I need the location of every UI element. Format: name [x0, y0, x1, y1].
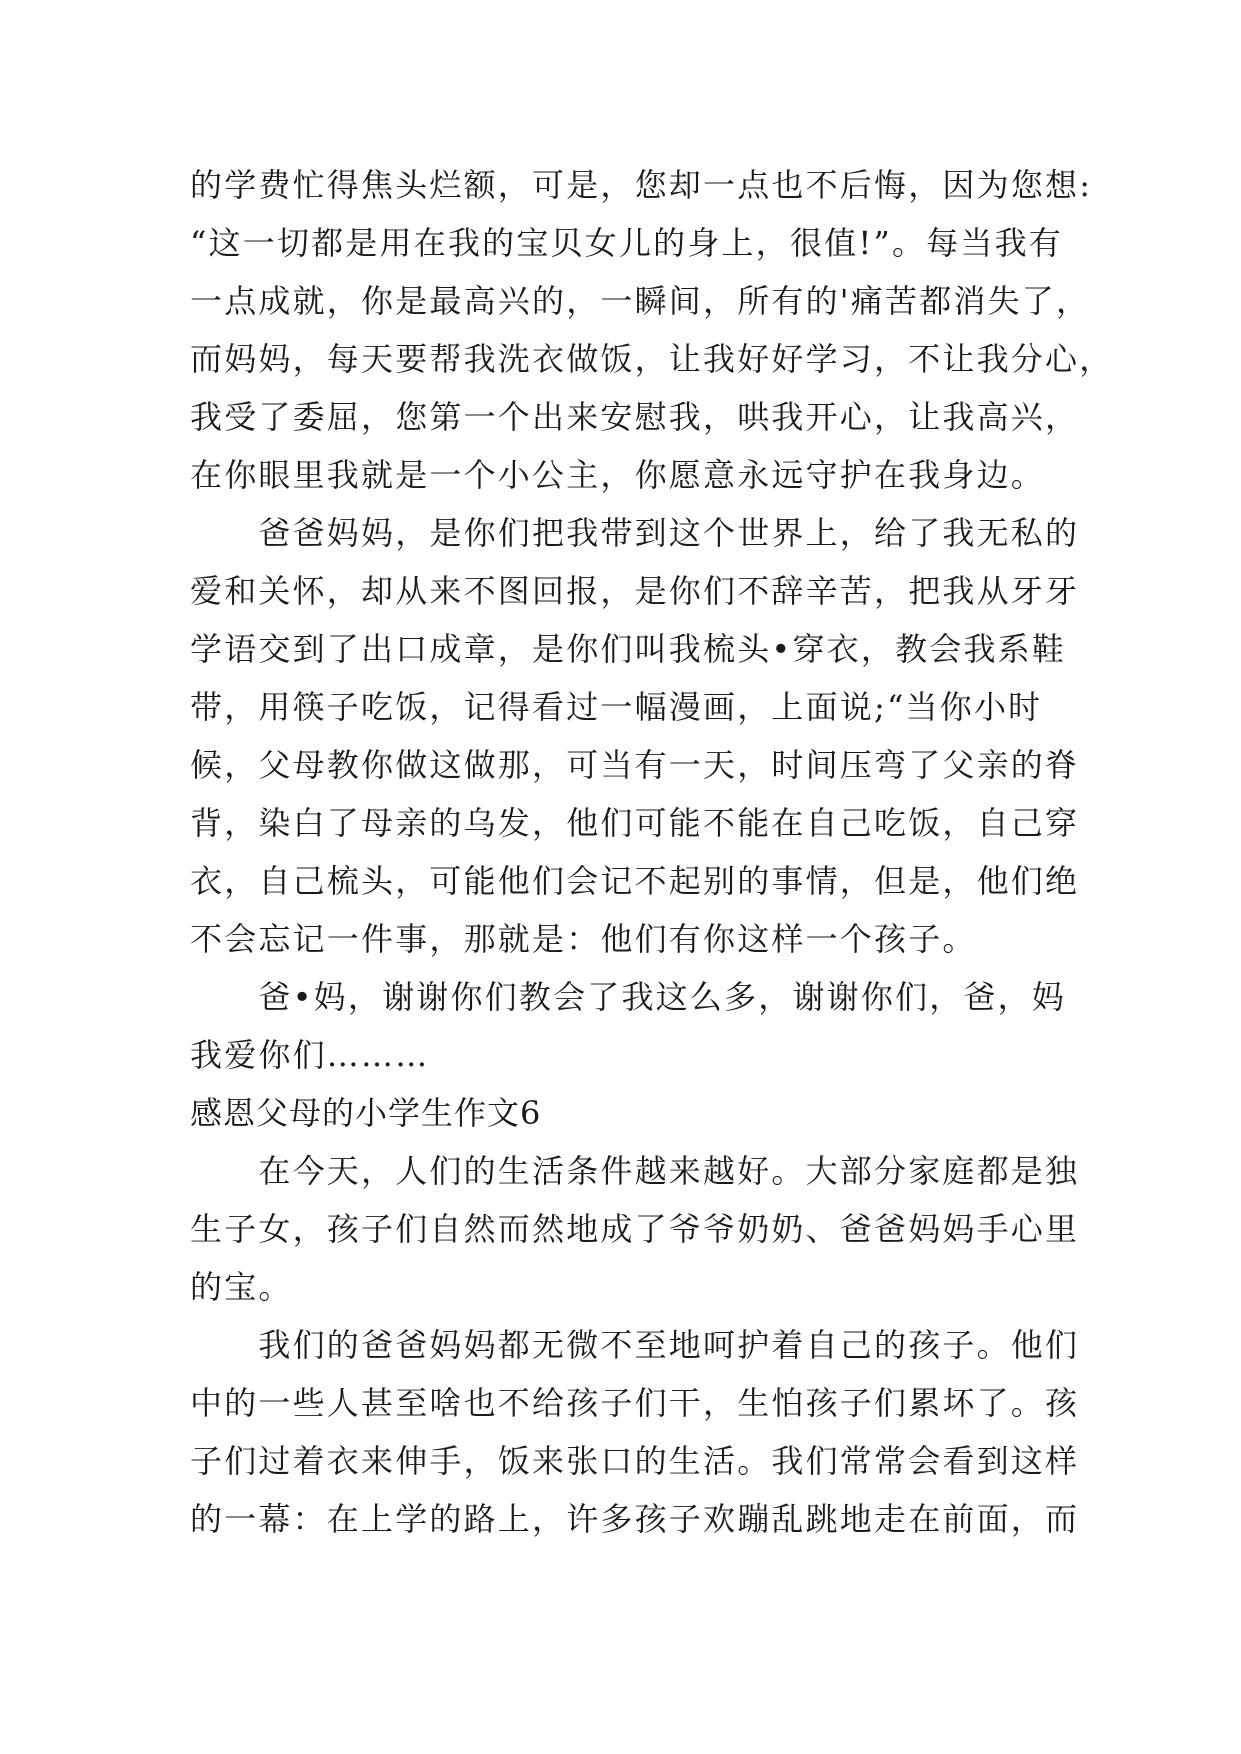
body-line: 不会忘记一件事，那就是：他们有你这样一个孩子。 [190, 920, 977, 958]
body-line: 候，父母教你做这做那，可当有一天，时间压弯了父亲的脊 [190, 746, 1080, 784]
body-line: 我受了委屈，您第一个出来安慰我，哄我开心，让我高兴， [190, 398, 1080, 436]
body-line: 中的一些人甚至啥也不给孩子们干，生怕孩子们累坏了。孩 [190, 1384, 1080, 1422]
body-line: “这一切都是用在我的宝贝女儿的身上，很值!”。每当我有 [190, 224, 1063, 262]
body-line: 子们过着衣来伸手，饭来张口的生活。我们常常会看到这样 [190, 1442, 1080, 1480]
body-line: 带，用筷子吃饭，记得看过一幅漫画，上面说;“当你小时 [190, 688, 1043, 726]
body-line: 在你眼里我就是一个小公主，你愿意永远守护在我身边。 [190, 456, 1046, 494]
section-heading: 感恩父母的小学生作文6 [190, 1094, 542, 1132]
body-line: 在今天，人们的生活条件越来越好。大部分家庭都是独 [190, 1152, 1080, 1190]
body-line: 背，染白了母亲的乌发，他们可能不能在自己吃饭，自己穿 [190, 804, 1080, 842]
body-line: 生子女，孩子们自然而然地成了爷爷奶奶、爸爸妈妈手心里 [190, 1210, 1080, 1248]
body-line: 学语交到了出口成章，是你们叫我梳头•穿衣，教会我系鞋 [190, 630, 1067, 668]
body-line: 的学费忙得焦头烂额，可是，您却一点也不后悔，因为您想: [190, 166, 1093, 204]
body-line: 而妈妈，每天要帮我洗衣做饭，让我好好学习，不让我分心， [190, 340, 1114, 378]
body-line: 的一幕：在上学的路上，许多孩子欢蹦乱跳地走在前面，而 [190, 1500, 1080, 1538]
body-line: 我爱你们……… [190, 1036, 430, 1074]
body-line: 爸•妈，谢谢你们教会了我这么多，谢谢你们，爸，妈 [190, 978, 1067, 1016]
body-line: 我们的爸爸妈妈都无微不至地呵护着自己的孩子。他们 [190, 1326, 1080, 1364]
body-line: 衣，自己梳头，可能他们会记不起别的事情，但是，他们绝 [190, 862, 1080, 900]
body-line: 爱和关怀，却从来不图回报，是你们不辞辛苦，把我从牙牙 [190, 572, 1080, 610]
body-line: 的宝。 [190, 1268, 293, 1306]
body-line: 爸爸妈妈，是你们把我带到这个世界上，给了我无私的 [190, 514, 1080, 552]
body-line: 一点成就，你是最高兴的，一瞬间，所有的'痛苦都消失了， [190, 282, 1091, 320]
